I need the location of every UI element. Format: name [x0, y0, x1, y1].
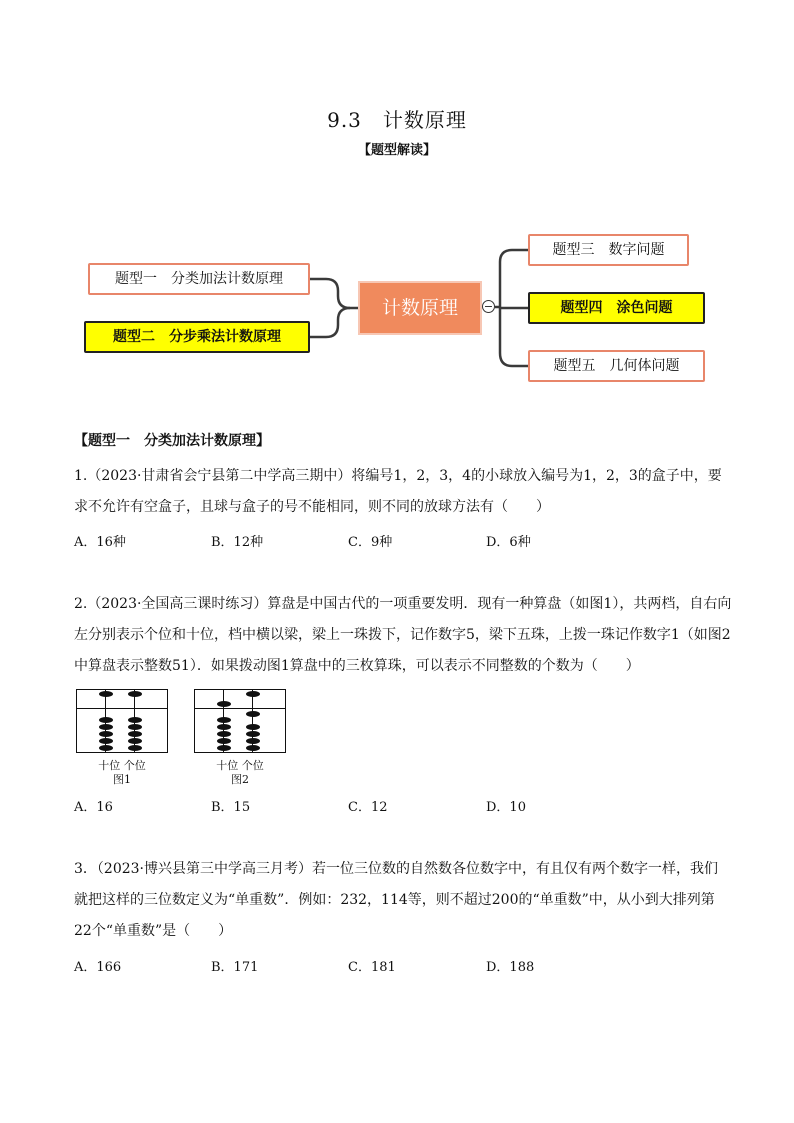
- abacus-bead: [128, 745, 142, 751]
- abacus-bead: [128, 717, 142, 723]
- question-2-option-c[interactable]: C．12: [348, 800, 388, 815]
- abacus-figure-2: [194, 689, 286, 753]
- question-3-option-a[interactable]: A．166: [74, 960, 122, 975]
- page-subtitle: 【题型解读】: [357, 143, 436, 158]
- connector-left-2: [310, 308, 350, 337]
- question-2-option-d[interactable]: D．10: [486, 800, 526, 815]
- abacus-bead: [246, 691, 260, 697]
- abacus-beam: [77, 708, 167, 709]
- question-2-option-b[interactable]: B．15: [211, 800, 251, 815]
- question-3-option-c[interactable]: C．181: [348, 960, 396, 975]
- question-2-line-1: 2.（2023·全国高三课时练习）算盘是中国古代的一项重要发明．现有一种算盘（如图1），共两档，自右向: [74, 596, 732, 612]
- question-1-option-c[interactable]: C．9种: [348, 535, 393, 550]
- abacus-bead: [246, 711, 260, 717]
- abacus-bead: [128, 731, 142, 737]
- abacus-bead: [217, 745, 231, 751]
- question-3-option-d[interactable]: D．188: [486, 960, 535, 975]
- abacus-bead: [99, 738, 113, 744]
- mindmap-node-type4[interactable]: 题型四 涂色问题: [528, 292, 705, 324]
- mindmap-center-node[interactable]: 计数原理: [358, 281, 482, 335]
- question-1-option-d[interactable]: D．6种: [486, 535, 531, 550]
- abacus-bead: [99, 731, 113, 737]
- abacus-bead: [246, 731, 260, 737]
- abacus-bead: [217, 701, 231, 707]
- abacus-1-digit-labels: 十位 个位: [98, 759, 146, 772]
- abacus-bead: [217, 717, 231, 723]
- abacus-bead: [128, 738, 142, 744]
- question-2-option-a[interactable]: A．16: [74, 800, 113, 815]
- page-title: 9.3 计数原理: [327, 108, 467, 132]
- abacus-bead: [99, 724, 113, 730]
- abacus-bead: [99, 745, 113, 751]
- mindmap-node-type5[interactable]: 题型五 几何体问题: [528, 350, 705, 382]
- mindmap-node-type3[interactable]: 题型三 数字问题: [528, 234, 689, 266]
- question-3-option-b[interactable]: B．171: [211, 960, 259, 975]
- question-2-line-3: 中算盘表示整数51）．如果拨动图1算盘中的三枚算珠，可以表示不同整数的个数为（ ）: [74, 658, 640, 674]
- question-1-line-1: 1.（2023·甘肃省会宁县第二中学高三期中）将编号1，2，3，4的小球放入编号为1，2，3的盒子中，要: [74, 468, 722, 484]
- abacus-bead: [217, 738, 231, 744]
- question-1-option-b[interactable]: B．12种: [211, 535, 264, 550]
- abacus-bead: [246, 724, 260, 730]
- mindmap-node-type2[interactable]: 题型二 分步乘法计数原理: [84, 321, 310, 353]
- abacus-2-digit-labels: 十位 个位: [216, 759, 264, 772]
- abacus-bead: [128, 691, 142, 697]
- section-heading: 【题型一 分类加法计数原理】: [74, 433, 270, 449]
- abacus-bead: [246, 745, 260, 751]
- collapse-icon[interactable]: −: [483, 300, 494, 313]
- abacus-bead: [217, 731, 231, 737]
- question-3-line-2: 就把这样的三位数定义为“单重数”．例如：232，114等，则不超过200的“单重数”中，从小到大排列第: [74, 892, 715, 908]
- question-3-line-1: 3．（2023·博兴县第三中学高三月考）若一位三位数的自然数各位数字中，有且仅有两个数字一样，我们: [74, 861, 718, 877]
- abacus-bead: [99, 717, 113, 723]
- abacus-beam: [195, 708, 285, 709]
- mindmap-node-type1[interactable]: 题型一 分类加法计数原理: [88, 263, 310, 295]
- abacus-2-caption: 图2: [231, 773, 249, 786]
- question-2-line-2: 左分别表示个位和十位，档中横以梁，梁上一珠拨下，记作数字5，梁下五珠，上拨一珠记作数字1（如图2: [74, 627, 731, 643]
- abacus-bead: [246, 738, 260, 744]
- abacus-bead: [217, 724, 231, 730]
- abacus-bead: [99, 691, 113, 697]
- question-1-line-2: 求不允许有空盒子，且球与盒子的号不能相同，则不同的放球方法有（ ）: [74, 499, 550, 515]
- abacus-1-caption: 图1: [113, 773, 131, 786]
- question-1-option-a[interactable]: A．16种: [74, 535, 126, 550]
- abacus-bead: [128, 724, 142, 730]
- question-3-line-3: 22个“单重数”是（ ）: [74, 923, 233, 939]
- connector-left-1: [310, 279, 358, 308]
- abacus-figure-1: [76, 689, 168, 753]
